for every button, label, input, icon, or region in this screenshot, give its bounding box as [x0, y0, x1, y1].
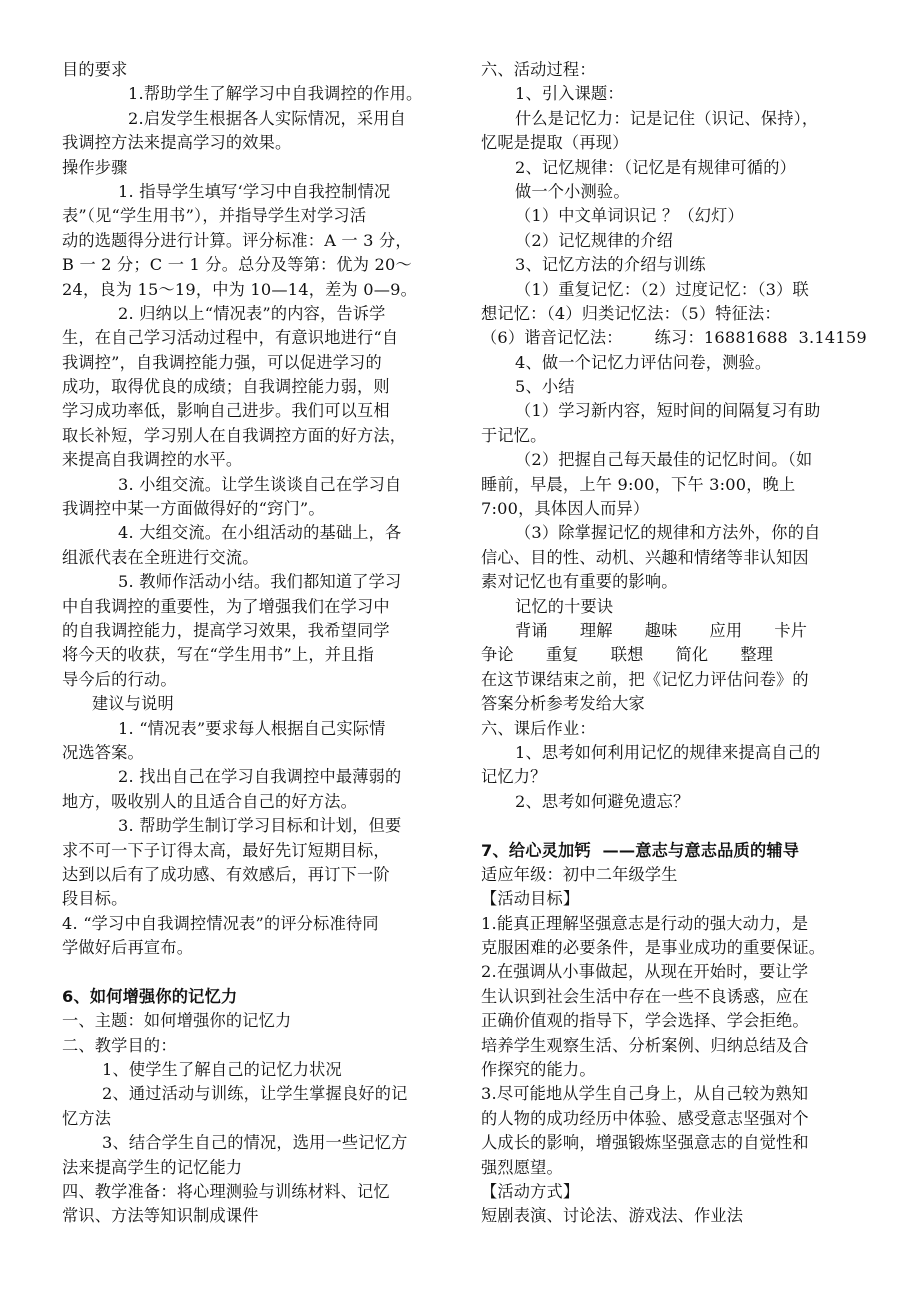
text-line: 记忆力？: [481, 767, 547, 787]
text-line: 短剧表演、讨论法、游戏法、作业法: [481, 1206, 744, 1226]
text-line: （3）除掌握记忆的规律和方法外，你的自: [515, 523, 821, 543]
text-line: 段目标。: [62, 889, 128, 909]
text-line: 来提高自我调控的水平。: [62, 450, 243, 470]
text-line: 2、记忆规律：（记忆是有规律可循的）: [515, 157, 796, 177]
text-line: 学习成功率低，影响自己进步。我们可以互相: [62, 401, 390, 421]
text-line: 成功，取得优良的成绩；自我调控能力弱，则: [62, 377, 390, 397]
text-line: 地方，吸收别人的且适合自己的好方法。: [62, 791, 357, 811]
left-column: [62, 58, 444, 1229]
text-line: 2.启发学生根据各人实际情况，采用自: [128, 108, 407, 128]
text-line: 二、教学目的：: [62, 1035, 177, 1055]
text-line: 4. 大组交流。在小组活动的基础上，各: [118, 523, 402, 543]
text-line: 六、活动过程：: [481, 60, 596, 79]
text-line: 4、做一个记忆力评估问卷，测验。: [515, 352, 772, 372]
text-line: 常识、方法等知识制成课件: [62, 1206, 259, 1226]
text-line: 人成长的影响，增强锻炼坚强意志的自觉性和: [481, 1133, 809, 1153]
text-line: 学做好后再宣布。: [62, 938, 194, 958]
text-line: [62, 960, 444, 984]
text-line: 背诵 理解 趣味 应用 卡片: [515, 620, 808, 640]
text-line: 5、小结: [515, 377, 575, 397]
text-line: 法来提高学生的记忆能力: [62, 1157, 243, 1177]
text-line: 3.尽可能地从学生自己身上，从自己较为熟知: [481, 1084, 809, 1104]
text-line: 况选答案。: [62, 742, 144, 762]
text-line: 将今天的收获，写在“学生用书”上，并且指: [62, 645, 374, 665]
text-line: 【活动方式】: [481, 1181, 580, 1201]
text-line: 在这节课结束之前，把《记忆力评估问卷》的: [481, 669, 809, 689]
section-heading: 6、如何增强你的记忆力: [62, 986, 238, 1006]
text-line: 2、通过活动与训练，让学生掌握良好的记: [102, 1084, 408, 1104]
text-line: 我调控中某一方面做得好的“窍门”。: [62, 499, 325, 519]
text-line: 我调控”，自我调控能力强，可以促进学习的: [62, 352, 382, 372]
text-line: 六、课后作业：: [481, 718, 596, 738]
text-line: 我调控方法来提高学习的效果。: [62, 133, 292, 153]
text-line: 的自我调控能力，提高学习效果，我希望同学: [62, 620, 390, 640]
text-line: 生认识到社会生活中存在一些不良诱惑，应在: [481, 986, 809, 1006]
text-line: 目的要求: [62, 60, 128, 79]
text-line: 5. 教师作活动小结。我们都知道了学习: [118, 572, 402, 592]
text-line: （6）谐音记忆法： 练习：16881688 3.14159: [481, 328, 867, 348]
text-line: 达到以后有了成功感、有效感后，再订下一阶: [62, 864, 390, 884]
text-line: 睡前，早晨，上午 9:00，下午 3:00，晚上: [481, 474, 796, 494]
text-line: 的人物的成功经历中体验、感受意志坚强对个: [481, 1108, 809, 1128]
section-heading: 7、给心灵加钙 ——意志与意志品质的辅导: [481, 840, 800, 860]
text-line: 忆方法: [62, 1108, 112, 1128]
text-line: 强烈愿望。: [481, 1157, 563, 1177]
text-line: 1.能真正理解坚强意志是行动的强大动力，是: [481, 913, 809, 933]
text-line: 【活动目标】: [481, 889, 580, 909]
text-line: 组派代表在全班进行交流。: [62, 547, 259, 567]
text-line: 2. 归纳以上“情况表”的内容，告诉学: [118, 303, 386, 323]
text-line: 记忆的十要诀: [515, 596, 614, 616]
text-line: 正确价值观的指导下，学会选择、学会拒绝。: [481, 1011, 809, 1031]
text-line: 3. 小组交流。让学生谈谈自己在学习自: [118, 474, 402, 494]
text-line: 建议与说明: [92, 694, 174, 714]
text-line: [481, 814, 865, 838]
text-line: 2. 找出自己在学习自我调控中最薄弱的: [118, 767, 402, 787]
text-line: 作探究的能力。: [481, 1060, 596, 1080]
text-line: 做一个小测验。: [515, 181, 630, 201]
text-line: （1）中文单词识记 ？（幻灯）: [515, 206, 744, 226]
text-line: 2、思考如何避免遗忘？: [515, 791, 690, 811]
text-line: 1、引入课题：: [515, 84, 624, 104]
text-line: 4. “学习中自我调控情况表”的评分标准待同: [62, 913, 379, 933]
text-line: 想记忆：（4）归类记忆法：（5）特征法：: [481, 303, 781, 323]
text-line: 3. 帮助学生制订学习目标和计划，但要: [118, 816, 402, 836]
text-line: 1、使学生了解自己的记忆力状况: [102, 1060, 342, 1080]
text-line: 动的选题得分进行计算。评分标准：A 一 3 分，: [62, 230, 412, 250]
text-line: 7:00，具体因人而异）: [481, 499, 650, 519]
text-line: （2）把握自己每天最佳的记忆时间。（如: [515, 450, 813, 470]
text-line: （1）重复记忆：（2）过度记忆：（3）联: [515, 279, 809, 299]
text-line: 1. 指导学生填写‘学习中自我控制情况: [118, 181, 391, 201]
text-line: 培养学生观察生活、分析案例、归纳总结及合: [481, 1035, 809, 1055]
text-line: 适应年级：初中二年级学生: [481, 864, 678, 884]
text-line: 24，良为 15～19，中为 10—14，差为 0—9。: [62, 279, 418, 299]
text-line: 于记忆。: [481, 425, 547, 445]
text-line: 争论 重复 联想 简化 整理: [481, 645, 774, 665]
text-line: 操作步骤: [62, 157, 128, 177]
text-line: 一、主题：如何增强你的记忆力: [62, 1011, 292, 1031]
text-line: （2）记忆规律的介绍: [515, 230, 673, 250]
text-line: B 一 2 分；C 一 1 分。总分及等第：优为 20～: [62, 255, 412, 275]
text-line: 取长补短，学习别人在自我调控方面的好方法，: [62, 425, 407, 445]
text-line: 生，在自己学习活动过程中，有意识地进行“自: [62, 328, 399, 348]
text-line: 四、教学准备：将心理测验与训练材料、记忆: [62, 1181, 390, 1201]
text-line: 答案分析参考发给大家: [481, 694, 645, 714]
text-line: 素对记忆也有重要的影响。: [481, 572, 678, 592]
text-line: 忆呢是提取（再现）: [481, 133, 629, 153]
text-line: 求不可一下子订得太高，最好先订短期目标，: [62, 840, 390, 860]
text-line: 克服困难的必要条件，是事业成功的重要保证。: [481, 938, 826, 958]
text-line: 什么是记忆力：记是记住（识记、保持），: [515, 108, 819, 128]
text-line: 中自我调控的重要性，为了增强我们在学习中: [62, 596, 390, 616]
text-line: 表”（见“学生用书”），并指导学生对学习活: [62, 206, 367, 226]
text-line: 3、记忆方法的介绍与训练: [515, 255, 706, 275]
text-line: 2.在强调从小事做起，从现在开始时，要让学: [481, 962, 809, 982]
text-line: （1）学习新内容，短时间的间隔复习有助: [515, 401, 821, 421]
text-line: 1、思考如何利用记忆的规律来提高自己的: [515, 742, 821, 762]
text-line: 信心、目的性、动机、兴趣和情绪等非认知因: [481, 547, 809, 567]
text-line: 3、结合学生自己的情况，选用一些记忆方: [102, 1133, 408, 1153]
text-line: 1.帮助学生了解学习中自我调控的作用。: [128, 84, 423, 104]
text-line: 导今后的行动。: [62, 669, 177, 689]
text-line: 1. “情况表”要求每人根据自己实际情: [118, 718, 386, 738]
right-column: [481, 58, 865, 1229]
